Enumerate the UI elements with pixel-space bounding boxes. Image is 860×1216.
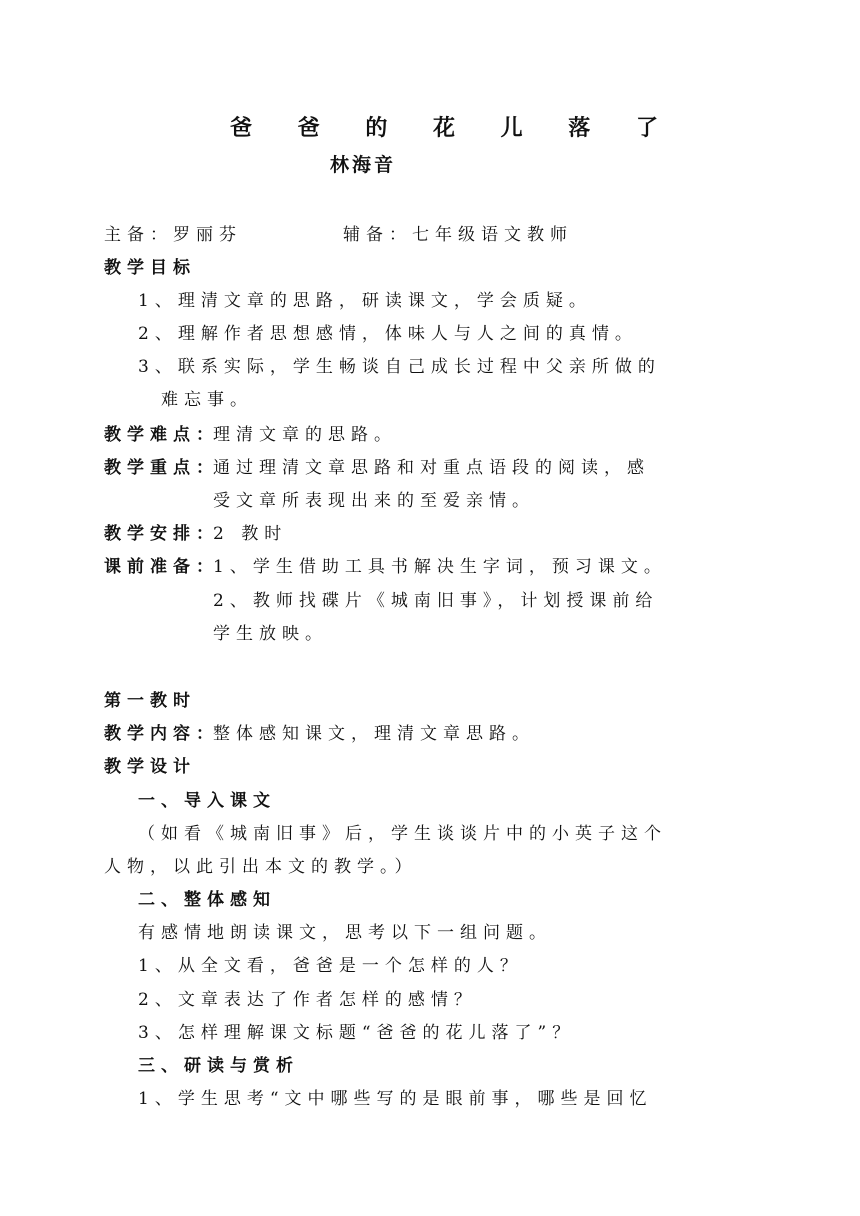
key-points-text: 通过理清文章思路和对重点语段的阅读，感 — [213, 458, 650, 478]
key-points-text: 受文章所表现出来的至爱亲情。 — [213, 491, 535, 511]
question-item: 3、怎样理解课文标题“爸爸的花儿落了”？ — [138, 1023, 576, 1043]
main-preparer: 主备：罗丽芬 — [104, 225, 242, 245]
preparation-text: 1、学生借助工具书解决生字词，预习课文。 — [213, 557, 667, 577]
section-heading: 三、研读与赏析 — [138, 1056, 299, 1076]
content-label: 教学内容： — [104, 724, 219, 744]
document-title: 爸 爸 的 花 儿 落 了 — [230, 116, 677, 141]
preparation-text: 学生放映。 — [213, 624, 328, 644]
schedule-label: 教学安排： — [104, 524, 219, 544]
key-points-label: 教学重点： — [104, 458, 219, 478]
objectives-heading: 教学目标 — [104, 258, 196, 278]
preparation-label: 课前准备： — [104, 557, 219, 577]
objective-item: 1、理清文章的思路，研读课文，学会质疑。 — [138, 291, 592, 311]
paragraph-line: 1、学生思考“文中哪些写的是眼前事，哪些是回忆 — [138, 1089, 653, 1109]
section-heading: 二、整体感知 — [138, 890, 276, 910]
preparation-text: 2、教师找碟片《城南旧事》，计划授课前给 — [213, 591, 659, 611]
difficulty-text: 理清文章的思路。 — [213, 425, 397, 445]
paragraph-line: （如看《城南旧事》后，学生谈谈片中的小英子这个 — [138, 824, 667, 844]
difficulty-label: 教学难点： — [104, 425, 219, 445]
author-name: 林海音 — [330, 154, 397, 176]
objective-item: 2、理解作者思想感情，体味人与人之间的真情。 — [138, 324, 638, 344]
content-text: 整体感知课文，理清文章思路。 — [213, 724, 535, 744]
assistant-preparer: 辅备：七年级语文教师 — [343, 225, 573, 245]
paragraph-line: 人物，以此引出本文的教学。） — [104, 857, 418, 877]
objective-item: 3、联系实际，学生畅谈自己成长过程中父亲所做的 — [138, 357, 661, 377]
objective-item-continuation: 难忘事。 — [161, 390, 253, 410]
schedule-text: 2 教时 — [213, 524, 288, 544]
question-item: 2、文章表达了作者怎样的感情？ — [138, 990, 477, 1010]
question-item: 1、从全文看，爸爸是一个怎样的人？ — [138, 956, 523, 976]
paragraph-line: 有感情地朗读课文，思考以下一组问题。 — [138, 923, 552, 943]
section-heading: 一、导入课文 — [138, 791, 276, 811]
lesson-heading: 第一教时 — [104, 691, 196, 711]
design-heading: 教学设计 — [104, 757, 196, 777]
